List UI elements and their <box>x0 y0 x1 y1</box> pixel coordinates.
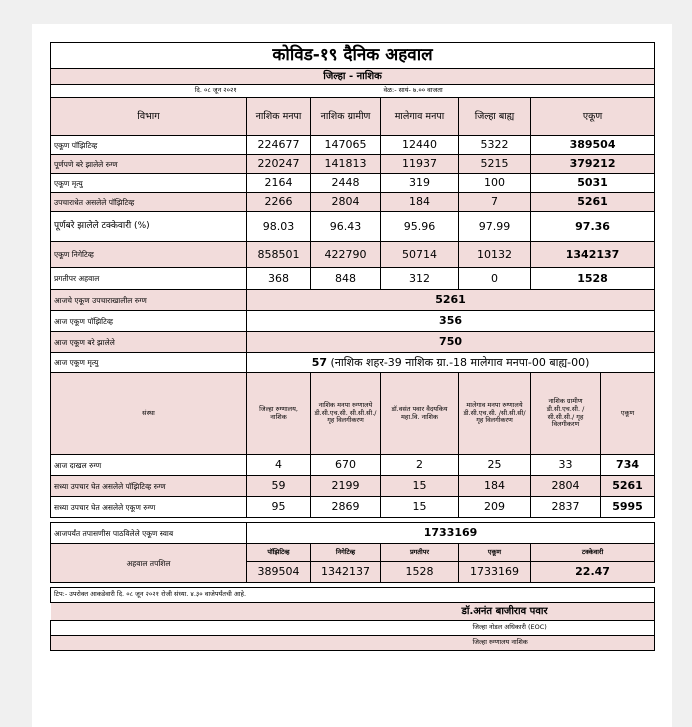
today-row <box>51 311 655 332</box>
col-header: नाशिक ग्रामीण <box>311 98 381 136</box>
today-row <box>51 332 655 353</box>
swabs-value: 1733169 <box>247 523 655 544</box>
cell: 184 <box>459 476 531 497</box>
cell: 22.47 <box>531 562 655 583</box>
report-header-row <box>51 544 655 562</box>
cell: 5215 <box>459 155 531 174</box>
cell: 15 <box>381 476 459 497</box>
cell: 98.03 <box>247 212 311 242</box>
cell: 670 <box>311 455 381 476</box>
table-row <box>51 136 655 155</box>
row-label: सध्या उपचार घेत असलेले एकूण रुग्ण <box>51 497 247 518</box>
cell: 95.96 <box>381 212 459 242</box>
table-row <box>51 174 655 193</box>
row-label: सध्या उपचार घेत असलेले पॉझिटिव्ह रुग्ण <box>51 476 247 497</box>
cell: 96.43 <box>311 212 381 242</box>
cell: 12440 <box>381 136 459 155</box>
col-header: प्रगतीपर <box>381 544 459 562</box>
cell: 1733169 <box>459 562 531 583</box>
cell: 2804 <box>311 193 381 212</box>
total-cell: 97.36 <box>531 212 655 242</box>
today-value: 750 <box>247 332 655 353</box>
cell: 2837 <box>531 497 601 518</box>
covid-report-table <box>50 42 655 651</box>
row-label: पूर्णबरे झालेले टक्केवारी (%) <box>51 212 247 242</box>
col-header: जिल्हा रुग्णालय, नाशिक <box>247 373 311 455</box>
signatory-name: डॉ.अनंत बाजीराव पवार <box>459 603 655 621</box>
col-header: नाशिक ग्रामीण डी.सी.एच.सी. /सी.सी.सी./ गृह विलगीकरण <box>531 373 601 455</box>
cell: 10132 <box>459 242 531 268</box>
cell: 209 <box>459 497 531 518</box>
cell: 97.99 <box>459 212 531 242</box>
cell: 2448 <box>311 174 381 193</box>
col-header: नाशिक मनपा <box>247 98 311 136</box>
table-row <box>51 212 655 242</box>
cell: 1342137 <box>311 562 381 583</box>
cell: 11937 <box>381 155 459 174</box>
report-time: वेळ:- सायं- ७.०० वाजता <box>381 85 655 98</box>
cell: 0 <box>459 268 531 290</box>
row-label: आजपर्यंत तपासणीस पाठविलेले एकूण स्वाब <box>51 523 247 544</box>
report-page <box>32 24 672 727</box>
col-header: टक्केवारी <box>531 544 655 562</box>
row-label: आज दाखल रुग्ण <box>51 455 247 476</box>
footnote: टिप:- उपरोक्त आकडेवारी दि. ०८ जून २०२१ रोजी संध्या. ४.३० वाजेपर्यंतची आहे. <box>51 588 655 603</box>
cell: 33 <box>531 455 601 476</box>
today-row <box>51 290 655 311</box>
col-header: पॉझिटिव्ह <box>247 544 311 562</box>
signatory-office: जिल्हा रुग्णालय नाशिक <box>459 636 655 651</box>
col-header: जिल्हा बाह्य <box>459 98 531 136</box>
main-header-row <box>51 98 655 136</box>
cell: 2199 <box>311 476 381 497</box>
row-label: आज एकूण पॉझिटिव्ह <box>51 311 247 332</box>
table-row <box>51 497 655 518</box>
total-cell: 1342137 <box>531 242 655 268</box>
total-cell: 5261 <box>601 476 655 497</box>
today-value: 5261 <box>247 290 655 311</box>
cell: 2869 <box>311 497 381 518</box>
cell: 147065 <box>311 136 381 155</box>
table-row <box>51 476 655 497</box>
total-cell: 1528 <box>531 268 655 290</box>
row-label: एकूण निगेटिव्ह <box>51 242 247 268</box>
col-header: डॉ.वसंत पवार वैदयकिय महा.वि. नाशिक <box>381 373 459 455</box>
row-label: पूर्णपणे बरे झालेले रुग्ण <box>51 155 247 174</box>
table-row <box>51 455 655 476</box>
row-label: आज एकूण मृत्यु <box>51 353 247 373</box>
cell: 220247 <box>247 155 311 174</box>
table-row <box>51 268 655 290</box>
table-row <box>51 155 655 174</box>
cell: 59 <box>247 476 311 497</box>
cell: 184 <box>381 193 459 212</box>
col-header: विभाग <box>51 98 247 136</box>
cell: 4 <box>247 455 311 476</box>
cell: 95 <box>247 497 311 518</box>
cell: 7 <box>459 193 531 212</box>
cell: 422790 <box>311 242 381 268</box>
total-cell: 389504 <box>531 136 655 155</box>
cell: 2 <box>381 455 459 476</box>
cell: 312 <box>381 268 459 290</box>
report-label: अहवाल तपशिल <box>51 544 247 583</box>
deaths-today-row <box>51 353 655 373</box>
cell: 858501 <box>247 242 311 268</box>
table-row <box>51 193 655 212</box>
col-header: मालेगाव मनपा <box>381 98 459 136</box>
cell: 368 <box>247 268 311 290</box>
today-value: 356 <box>247 311 655 332</box>
report-date: दि. ०८ जून २०२१ <box>51 85 381 98</box>
cell: 141813 <box>311 155 381 174</box>
row-label: एकूण पॉझिटिव्ह <box>51 136 247 155</box>
col-header: एकूण <box>459 544 531 562</box>
signatory-designation: जिल्हा नोडल अधिकारी (EOC) <box>459 621 655 636</box>
col-header: मालेगाव मनपा रुग्णालये डी.सी.एच.सी. /सी.सी.सी/ गृह विलगीकरण <box>459 373 531 455</box>
total-cell: 379212 <box>531 155 655 174</box>
swabs-row <box>51 523 655 544</box>
total-cell: 734 <box>601 455 655 476</box>
cell: 848 <box>311 268 381 290</box>
col-header: नाशिक मनपा रुग्णालये डी.सी.एच.सी. सी.सी.सी./ गृह विलगीकरण <box>311 373 381 455</box>
total-cell: 5261 <box>531 193 655 212</box>
cell: 50714 <box>381 242 459 268</box>
deaths-total: 57 <box>311 355 327 369</box>
report-title: कोविड-१९ दैनिक अहवाल <box>51 43 655 69</box>
cell: 224677 <box>247 136 311 155</box>
cell: 2164 <box>247 174 311 193</box>
col-header: एकूण <box>601 373 655 455</box>
cell: 2804 <box>531 476 601 497</box>
cell: 319 <box>381 174 459 193</box>
col-header: एकूण <box>531 98 655 136</box>
total-cell: 5031 <box>531 174 655 193</box>
cell: 25 <box>459 455 531 476</box>
table-row <box>51 242 655 268</box>
district-name: जिल्हा - नाशिक <box>51 69 655 85</box>
institution-label: संस्था <box>51 373 247 455</box>
row-label: आज एकूण बरे झालेले <box>51 332 247 353</box>
cell: 5322 <box>459 136 531 155</box>
col-header: निगेटिव्ह <box>311 544 381 562</box>
row-label: उपचाराधेत असलेले पॉझिटिव्ह <box>51 193 247 212</box>
cell: 2266 <box>247 193 311 212</box>
row-label: एकूण मृत्यु <box>51 174 247 193</box>
cell: 1528 <box>381 562 459 583</box>
total-cell: 5995 <box>601 497 655 518</box>
row-label: आजचे एकूण उपचाराखालील रुग्ण <box>51 290 247 311</box>
row-label: प्रगतीपर अहवाल <box>51 268 247 290</box>
cell: 389504 <box>247 562 311 583</box>
institution-header-row <box>51 373 655 455</box>
cell: 100 <box>459 174 531 193</box>
deaths-today-value <box>247 353 655 373</box>
deaths-detail: (नाशिक शहर-39 नाशिक ग्रा.-18 मालेगाव मनपा-00 बाह्य-00) <box>330 355 590 369</box>
cell: 15 <box>381 497 459 518</box>
